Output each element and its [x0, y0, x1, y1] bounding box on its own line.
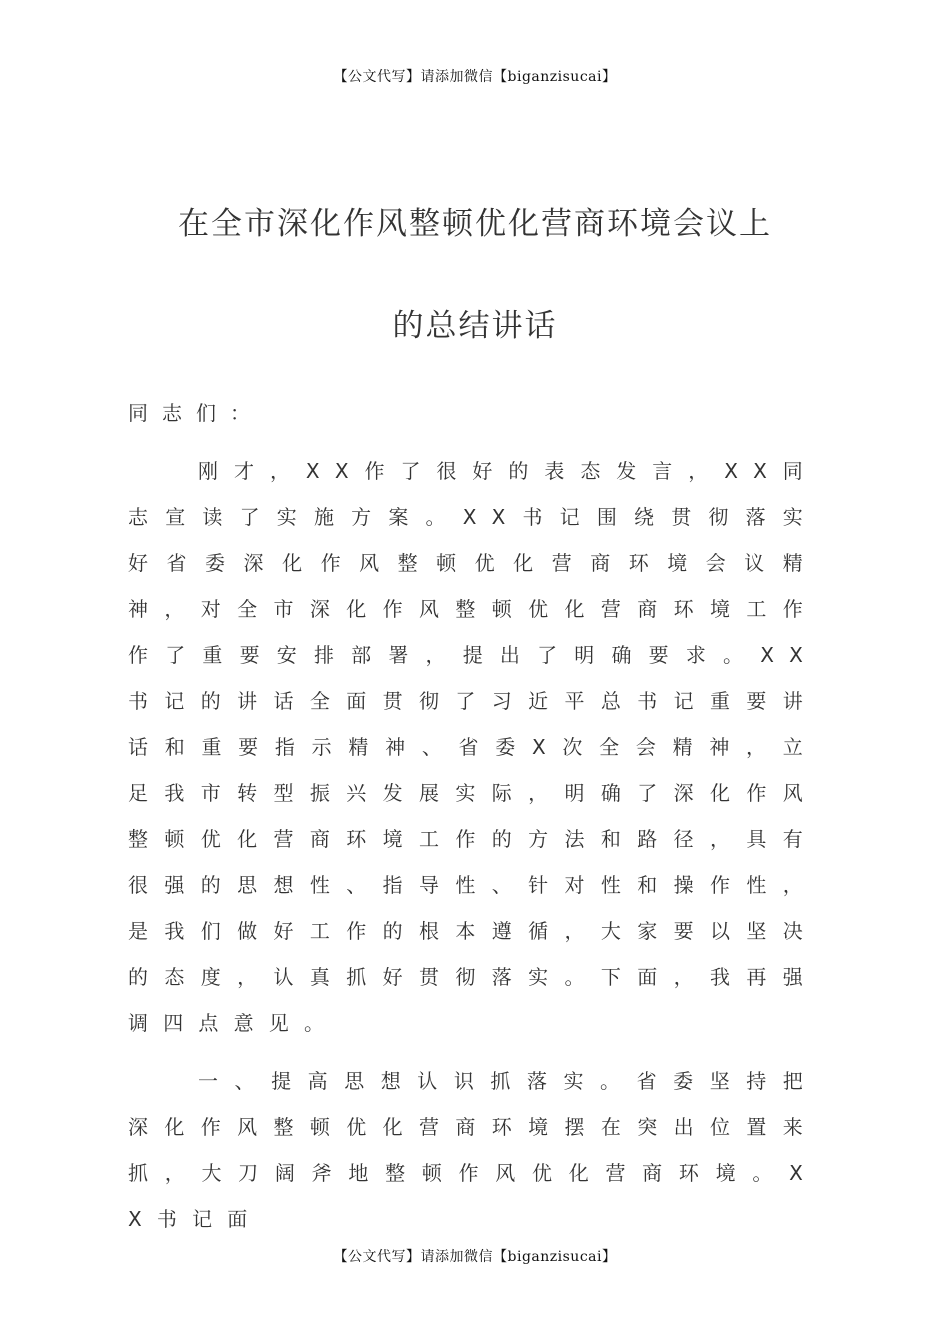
salutation: 同志们：	[128, 401, 264, 425]
paragraph-2: 一、提高思想认识抓落实。省委坚持把深化作风整顿优化营商环境摆在突出位置来抓，大刀阔斧地整顿作风优化营商环境。XX书记面	[128, 1069, 818, 1231]
document-title-line-1: 在全市深化作风整顿优化营商环境会议上	[178, 206, 772, 242]
page-footer: 【公文代写】请添加微信【biganzisucai】	[333, 1249, 617, 1265]
document-body	[128, 390, 818, 1254]
document-title-line-2: 的总结讲话	[392, 308, 558, 344]
paragraph-1: 刚才，XX作了很好的表态发言，XX同志宣读了实施方案。XX书记围绕贯彻落实好省委深化作风整顿优化营商环境会议精神，对全市深化作风整顿优化营商环境工作作了重要安排部署，提出了明确要求。XX书记的讲话全面贯彻了习近平总书记重要讲话和重要指示精神、省委X次全会精神，立足我市转型振兴发展实际，明确了深化作风整顿优化营商环境工作的方法和路径，具有很强的思想性、指导性、针对性和操作性，是我们做好工作的根本遵循，大家要以坚决的态度，认真抓好贯彻落实。下面，我再强调四点意见。	[128, 459, 818, 1035]
page-header: 【公文代写】请添加微信【biganzisucai】	[333, 69, 617, 85]
